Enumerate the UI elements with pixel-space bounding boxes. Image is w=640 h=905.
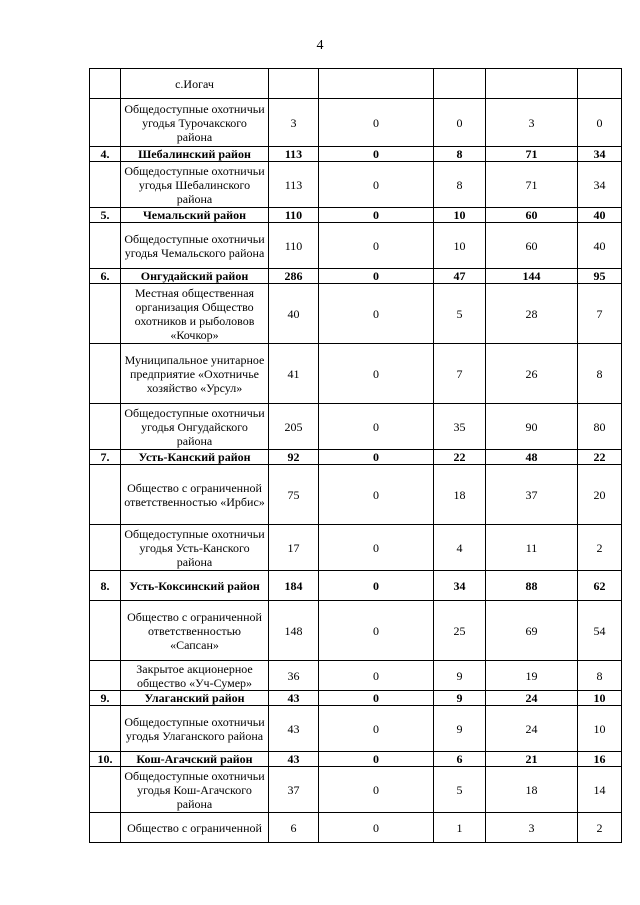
value-cell-4: 18 — [486, 767, 578, 813]
value-cell-1: 3 — [269, 99, 319, 147]
row-name-cell: с.Иогач — [121, 69, 269, 99]
row-number-cell — [90, 706, 121, 752]
value-cell-3: 10 — [434, 223, 486, 269]
value-cell-4: 69 — [486, 601, 578, 661]
value-cell-5: 22 — [578, 450, 622, 465]
table-row — [90, 661, 622, 691]
value-cell-3: 35 — [434, 404, 486, 450]
value-cell-3: 25 — [434, 601, 486, 661]
value-cell-5: 10 — [578, 691, 622, 706]
value-cell-4: 60 — [486, 208, 578, 223]
district-row — [90, 752, 622, 767]
table-row — [90, 706, 622, 752]
page-number: 4 — [316, 38, 324, 53]
row-name-cell: Общество с ограниченной ответственностью «Ирбис» — [121, 465, 269, 525]
value-cell-3: 9 — [434, 706, 486, 752]
value-cell-5: 8 — [578, 661, 622, 691]
table-row — [90, 813, 622, 843]
row-number-cell: 4. — [90, 147, 121, 162]
value-cell-4: 144 — [486, 269, 578, 284]
row-name-cell: Закрытое акционерное общество «Уч-Сумер» — [121, 661, 269, 691]
row-number-cell — [90, 601, 121, 661]
row-name-cell: Общедоступные охотничьи угодья Онгудайского района — [121, 404, 269, 450]
value-cell-3: 8 — [434, 147, 486, 162]
row-number-cell: 6. — [90, 269, 121, 284]
value-cell-3: 34 — [434, 571, 486, 601]
row-number-cell — [90, 223, 121, 269]
value-cell-5: 40 — [578, 208, 622, 223]
value-cell-4: 26 — [486, 344, 578, 404]
value-cell-1: 75 — [269, 465, 319, 525]
row-number-cell — [90, 767, 121, 813]
table-row — [90, 284, 622, 344]
value-cell-3: 22 — [434, 450, 486, 465]
row-name-cell: Улаганский район — [121, 691, 269, 706]
value-cell-2: 0 — [319, 691, 434, 706]
value-cell-5: 95 — [578, 269, 622, 284]
value-cell-4: 28 — [486, 284, 578, 344]
row-number-cell — [90, 661, 121, 691]
value-cell-3: 1 — [434, 813, 486, 843]
value-cell-2: 0 — [319, 147, 434, 162]
value-cell-5: 10 — [578, 706, 622, 752]
value-cell-1: 92 — [269, 450, 319, 465]
value-cell-1: 43 — [269, 691, 319, 706]
district-row — [90, 208, 622, 223]
value-cell-3: 18 — [434, 465, 486, 525]
row-name-cell: Общедоступные охотничьи угодья Турочакского района — [121, 99, 269, 147]
table-row — [90, 223, 622, 269]
value-cell-3: 9 — [434, 661, 486, 691]
row-number-cell — [90, 284, 121, 344]
row-name-cell: Местная общественная организация Общество охотников и рыболовов «Кочкор» — [121, 284, 269, 344]
value-cell-5: 0 — [578, 99, 622, 147]
value-cell-3: 9 — [434, 691, 486, 706]
value-cell-2: 0 — [319, 344, 434, 404]
row-number-cell — [90, 69, 121, 99]
row-number-cell — [90, 162, 121, 208]
district-row — [90, 147, 622, 162]
table-row — [90, 525, 622, 571]
row-name-cell: Онгудайский район — [121, 269, 269, 284]
data-table — [89, 68, 622, 843]
value-cell-2: 0 — [319, 465, 434, 525]
value-cell-5: 8 — [578, 344, 622, 404]
value-cell-1 — [269, 69, 319, 99]
row-number-cell: 5. — [90, 208, 121, 223]
value-cell-2: 0 — [319, 571, 434, 601]
value-cell-5: 62 — [578, 571, 622, 601]
value-cell-1: 40 — [269, 284, 319, 344]
value-cell-2: 0 — [319, 813, 434, 843]
value-cell-4: 24 — [486, 691, 578, 706]
table-row — [90, 69, 622, 99]
row-name-cell: Общедоступные охотничьи угодья Чемальского района — [121, 223, 269, 269]
value-cell-1: 36 — [269, 661, 319, 691]
value-cell-5: 20 — [578, 465, 622, 525]
value-cell-3: 5 — [434, 767, 486, 813]
value-cell-1: 41 — [269, 344, 319, 404]
value-cell-4: 71 — [486, 162, 578, 208]
value-cell-1: 113 — [269, 147, 319, 162]
row-name-cell: Общедоступные охотничьи угодья Усть-Канского района — [121, 525, 269, 571]
row-name-cell: Усть-Канский район — [121, 450, 269, 465]
row-number-cell — [90, 99, 121, 147]
value-cell-1: 6 — [269, 813, 319, 843]
value-cell-4: 3 — [486, 813, 578, 843]
row-name-cell: Усть-Коксинский район — [121, 571, 269, 601]
table-row — [90, 99, 622, 147]
value-cell-1: 205 — [269, 404, 319, 450]
table-row — [90, 767, 622, 813]
value-cell-5: 54 — [578, 601, 622, 661]
value-cell-4: 88 — [486, 571, 578, 601]
value-cell-5: 34 — [578, 162, 622, 208]
value-cell-3: 7 — [434, 344, 486, 404]
value-cell-2: 0 — [319, 404, 434, 450]
value-cell-1: 286 — [269, 269, 319, 284]
value-cell-2: 0 — [319, 661, 434, 691]
value-cell-4: 11 — [486, 525, 578, 571]
value-cell-2: 0 — [319, 223, 434, 269]
value-cell-4: 60 — [486, 223, 578, 269]
row-number-cell — [90, 813, 121, 843]
value-cell-2: 0 — [319, 706, 434, 752]
district-row — [90, 691, 622, 706]
value-cell-2: 0 — [319, 269, 434, 284]
value-cell-3: 8 — [434, 162, 486, 208]
value-cell-3: 6 — [434, 752, 486, 767]
value-cell-1: 43 — [269, 752, 319, 767]
value-cell-3: 5 — [434, 284, 486, 344]
value-cell-4: 37 — [486, 465, 578, 525]
row-number-cell — [90, 344, 121, 404]
value-cell-1: 43 — [269, 706, 319, 752]
value-cell-2: 0 — [319, 284, 434, 344]
value-cell-2: 0 — [319, 162, 434, 208]
value-cell-2: 0 — [319, 208, 434, 223]
value-cell-4: 90 — [486, 404, 578, 450]
value-cell-5: 80 — [578, 404, 622, 450]
value-cell-3: 0 — [434, 99, 486, 147]
table-row — [90, 404, 622, 450]
row-name-cell: Общество с ограниченной ответственностью «Сапсан» — [121, 601, 269, 661]
row-name-cell: Муниципальное унитарное предприятие «Охотничье хозяйство «Урсул» — [121, 344, 269, 404]
row-number-cell: 8. — [90, 571, 121, 601]
row-name-cell: Кош-Агачский район — [121, 752, 269, 767]
row-number-cell: 7. — [90, 450, 121, 465]
value-cell-5: 2 — [578, 525, 622, 571]
value-cell-4: 71 — [486, 147, 578, 162]
district-row — [90, 269, 622, 284]
value-cell-4: 24 — [486, 706, 578, 752]
value-cell-1: 17 — [269, 525, 319, 571]
value-cell-2: 0 — [319, 525, 434, 571]
district-row — [90, 571, 622, 601]
row-name-cell: Общедоступные охотничьи угодья Шебалинского района — [121, 162, 269, 208]
value-cell-3: 4 — [434, 525, 486, 571]
row-name-cell: Общедоступные охотничьи угодья Кош-Агачского района — [121, 767, 269, 813]
row-name-cell: Чемальский район — [121, 208, 269, 223]
value-cell-1: 110 — [269, 208, 319, 223]
value-cell-2: 0 — [319, 767, 434, 813]
row-name-cell: Шебалинский район — [121, 147, 269, 162]
row-number-cell: 9. — [90, 691, 121, 706]
value-cell-5: 16 — [578, 752, 622, 767]
value-cell-2: 0 — [319, 752, 434, 767]
row-number-cell: 10. — [90, 752, 121, 767]
value-cell-5: 34 — [578, 147, 622, 162]
value-cell-5 — [578, 69, 622, 99]
district-row — [90, 450, 622, 465]
value-cell-2: 0 — [319, 601, 434, 661]
table-row — [90, 601, 622, 661]
value-cell-5: 2 — [578, 813, 622, 843]
row-number-cell — [90, 404, 121, 450]
value-cell-1: 113 — [269, 162, 319, 208]
value-cell-4: 3 — [486, 99, 578, 147]
value-cell-1: 37 — [269, 767, 319, 813]
value-cell-1: 148 — [269, 601, 319, 661]
table-row — [90, 465, 622, 525]
row-number-cell — [90, 465, 121, 525]
value-cell-1: 184 — [269, 571, 319, 601]
value-cell-2: 0 — [319, 450, 434, 465]
value-cell-3 — [434, 69, 486, 99]
value-cell-4: 21 — [486, 752, 578, 767]
table-row — [90, 162, 622, 208]
row-name-cell: Общество с ограниченной — [121, 813, 269, 843]
value-cell-5: 7 — [578, 284, 622, 344]
value-cell-5: 40 — [578, 223, 622, 269]
value-cell-4: 48 — [486, 450, 578, 465]
value-cell-3: 10 — [434, 208, 486, 223]
value-cell-2 — [319, 69, 434, 99]
value-cell-4 — [486, 69, 578, 99]
row-name-cell: Общедоступные охотничьи угодья Улаганского района — [121, 706, 269, 752]
value-cell-4: 19 — [486, 661, 578, 691]
value-cell-5: 14 — [578, 767, 622, 813]
value-cell-1: 110 — [269, 223, 319, 269]
table-row — [90, 344, 622, 404]
value-cell-3: 47 — [434, 269, 486, 284]
value-cell-2: 0 — [319, 99, 434, 147]
row-number-cell — [90, 525, 121, 571]
